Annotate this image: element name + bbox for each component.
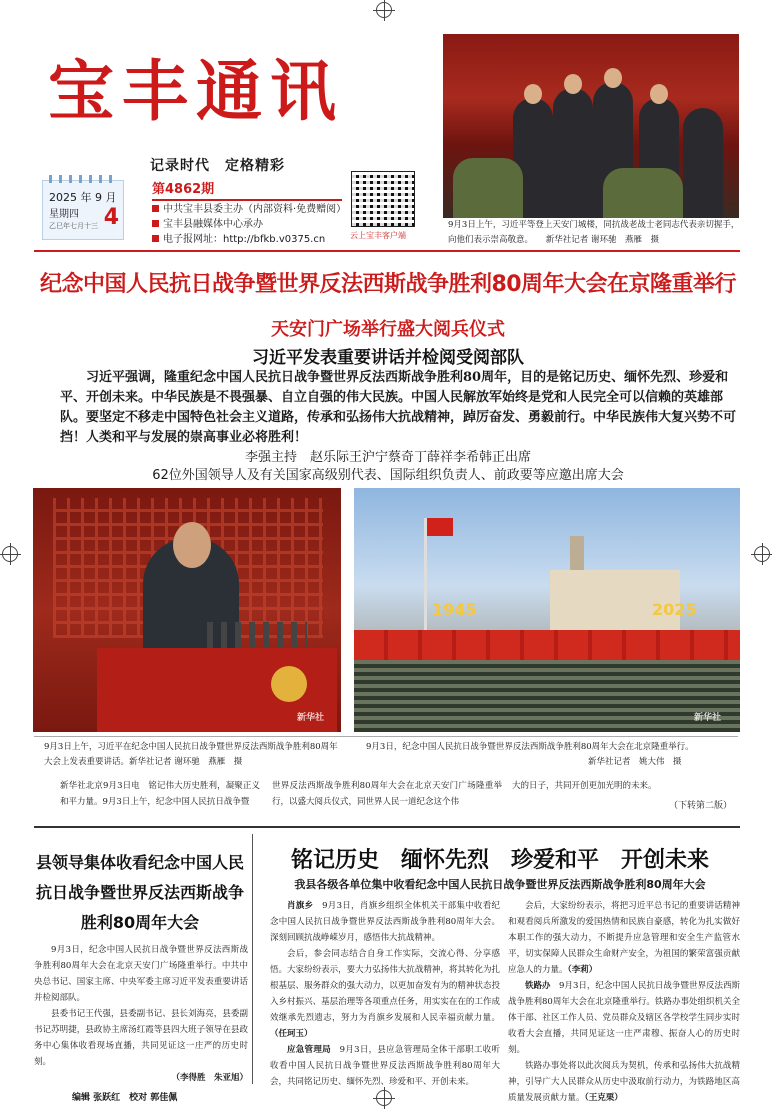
continued-note: （下转第二版） (668, 801, 732, 811)
info-line-host: 中共宝丰县委主办（内部资料·免费赠阅） (152, 200, 346, 215)
registration-mark-top (376, 2, 392, 18)
date-year-month: 2025 年 9 月 (49, 191, 117, 204)
left-story-signature: （李得胜 朱亚旭） (171, 1073, 248, 1083)
photo-speech (33, 488, 341, 732)
masthead-title: 宝丰通讯 (48, 52, 344, 130)
sub-headline-parade: 天安门广场举行盛大阅兵仪式 (271, 319, 505, 340)
date-day: 4 (103, 205, 119, 230)
right-story-c2p1: 会后，大家纷纷表示，将把习近平总书记的重要讲话精神和观看阅兵所激发的爱国热情和民族自豪感，转化为扎实做好本职工作的强大动力，不断提升应急管理和安全生产监管水平，切实保障人民群众生命财产安全，为祖国的繁荣富强贡献应急人的力量。（李莉） (508, 901, 740, 975)
right-story-c2p2: 铁路办 9月3日，纪念中国人民抗日战争暨世界反法西斯战争胜利80周年大会在北京隆重举行。铁路办事处组织机关全体干部、社区工作人员、党员群众及辖区各学校学生同步实时收看大会直播，共同见证这一庄严肃穆、振奋人心的历史时刻。 (508, 981, 740, 1055)
info-line-website[interactable]: 电子报网址：http://bfkb.v0375.cn (152, 230, 325, 245)
date-calendar (42, 180, 124, 240)
right-story-col1 (270, 898, 500, 1090)
watermark: 新华社 (297, 713, 325, 723)
left-story-headline: 县领导集体收看纪念中国人民抗日战争暨世界反法西斯战争胜利80周年大会 (35, 853, 244, 932)
top-photo-caption: 9月3日上午，习近平等登上天安门城楼，同抗战老战士老同志代表亲切握手，向他们表示崇高敬意。 新华社记者 谢环驰 燕雁 摄 (448, 220, 740, 245)
banner-year-1945: 1945 (432, 600, 477, 619)
issue-number: 第4862期 (152, 178, 342, 201)
left-story-body (34, 942, 248, 1086)
flag-icon (427, 518, 453, 536)
qr-caption: 云上宝丰客户端 (350, 231, 406, 240)
photo-speech-caption: 9月3日上午，习近平在纪念中国人民抗日战争暨世界反法西斯战争胜利80周年大会上发表重要讲话。新华社记者 谢环驰 燕雁 摄 (44, 742, 338, 767)
news-brief-col2: 世界反法西斯战争胜利80周年大会在北京天安门广场隆重举行，以盛大阅兵仪式，同世界人民一道纪念这个伟 (272, 781, 502, 807)
right-story-col2 (508, 898, 740, 1106)
attendance-line-foreign: 62位外国领导人及有关国家高级别代表、国际组织负责人、前政要等应邀出席大会 (152, 468, 624, 483)
right-story-c1p2: 会后，参会同志结合自身工作实际，交流心得、分享感悟。大家纷纷表示，要大力弘扬伟大抗战精神，将其转化为扎根基层、服务群众的强大动力，以更加奋发有为的精神状态投入乡村振兴、基层治理等各项重点任务，用实实在在的工作成效继承先烈遗志，努力为肖旗乡发展和人民幸福贡献力量。（任珂玉） (270, 949, 500, 1039)
registration-mark-right (754, 546, 770, 562)
masthead-slogan: 记录时代 定格精彩 (150, 158, 285, 174)
news-brief-col3: 大的日子，共同开创更加光明的未来。 (512, 781, 657, 791)
registration-mark-left (2, 546, 18, 562)
right-story-c1p3: 应急管理局 9月3日，县应急管理局全体干部职工收听收看中国人民抗日战争暨世界反法西斯战争胜利80周年大会，共同铭记历史、缅怀先烈、珍爱和平、开创未来。 (270, 1045, 500, 1087)
date-lunar: 乙巳年七月十三 (49, 222, 98, 230)
calendar-rings-icon (49, 175, 117, 183)
news-brief-col1: 新华社北京9月3日电 铭记伟大历史胜利，凝聚正义和平力量。9月3日上午，纪念中国人民抗日战争暨 (60, 781, 260, 807)
photo-parade-square (354, 488, 740, 732)
right-story-c2p3: 铁路办事处将以此次阅兵为契机，传承和弘扬伟大抗战精神，引导广大人民群众从历史中汲取前行动力，为铁路地区高质量发展贡献力量。（王克栗） (508, 1061, 740, 1103)
registration-mark-bottom (376, 1090, 392, 1106)
banner-year-2025: 2025 (652, 600, 697, 619)
watermark: 新华社 (694, 713, 722, 723)
photo-parade-credit: 新华社记者 姚大伟 摄 (588, 757, 682, 767)
qr-code[interactable] (352, 172, 414, 226)
info-line-organizer: 宝丰县融媒体中心承办 (152, 215, 263, 230)
main-headline: 纪念中国人民抗日战争暨世界反法西斯战争胜利80周年大会在京隆重举行 (39, 272, 737, 297)
right-story-c1p1: 肖旗乡 9月3日，肖旗乡组织全体机关干部集中收看纪念中国人民抗日战争暨世界反法西斯战争胜利80周年大会。深刻回顾抗战峥嵘岁月，感悟伟大抗战精神。 (270, 901, 500, 943)
attendance-line-leaders: 李强主持 赵乐际王沪宁蔡奇丁薛祥李希韩正出席 (244, 450, 531, 465)
right-story-subhead: 我县各级各单位集中收看纪念中国人民抗日战争暨世界反法西斯战争胜利80周年大会 (294, 878, 706, 891)
divider-red (34, 250, 740, 252)
lead-paragraph: 习近平强调，隆重纪念中国人民抗日战争暨世界反法西斯战争胜利80周年，目的是铭记历史、缅怀先烈、珍爱和平、开创未来。中华民族是不畏强暴、自立自强的伟大民族。中国人民解放军始终是党和人民完全可以信赖的英雄部队。要坚定不移走中国特色社会主义道路，传承和弘扬伟大抗战精神，踔厉奋发、勇毅前行。中华民族伟大复兴势不可挡！人类和平与发展的崇高事业必将胜利！ (60, 370, 737, 445)
top-photo-tiananmen-handshake (443, 34, 739, 218)
left-story-p2: 县委书记王代强，县委副书记、县长刘海亮，县委副书记苏明捷，县政协主席汤红霞等县四大班子领导在县政务中心集体收看现场直播，共同见证这一庄严的历史时刻。 (34, 1009, 248, 1067)
national-emblem-icon (271, 666, 307, 702)
sub-headline-speech: 习近平发表重要讲话并检阅受阅部队 (252, 348, 524, 368)
editors-line: 编辑 张跃红 校对 郭佳佩 (72, 1093, 178, 1103)
photo-parade-caption: 9月3日，纪念中国人民抗日战争暨世界反法西斯战争胜利80周年大会在北京隆重举行。 (366, 742, 694, 752)
date-weekday: 星期四 (49, 209, 79, 220)
left-story-p1: 9月3日，纪念中国人民抗日战争暨世界反法西斯战争胜利80周年大会在北京天安门广场隆重举行。中共中央总书记、国家主席、中央军委主席习近平发表重要讲话并检阅部队。 (34, 945, 248, 1003)
right-story-headline: 铭记历史 缅怀先烈 珍爱和平 开创未来 (290, 848, 709, 873)
